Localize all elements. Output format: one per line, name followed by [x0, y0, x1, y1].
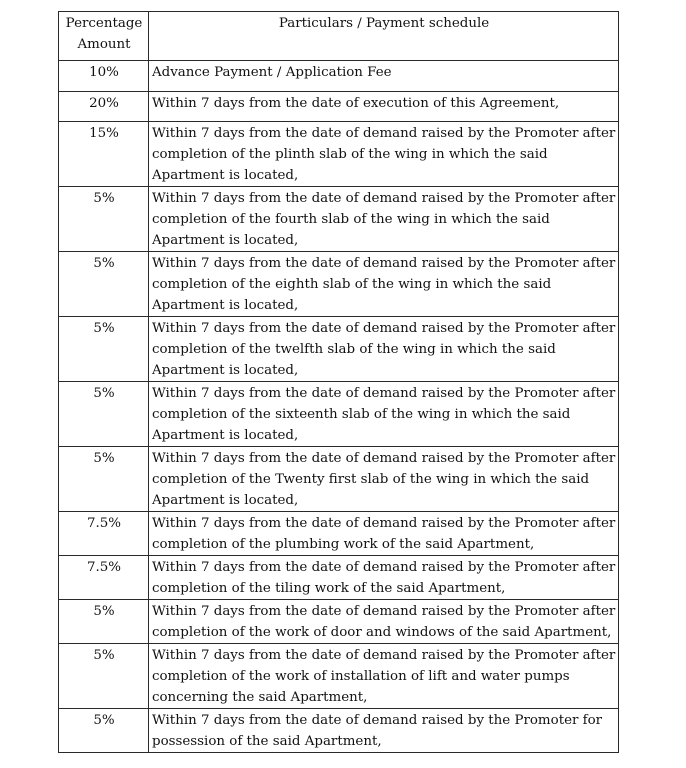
- row-percentage: 10%: [59, 61, 149, 92]
- table-row: [59, 556, 619, 600]
- table-row: [59, 61, 619, 92]
- table-row: [59, 512, 619, 556]
- payment-schedule-table: [58, 11, 619, 753]
- row-percentage: 5%: [59, 644, 149, 709]
- row-particulars: Within 7 days from the date of demand raised by the Promoter after completion of the work of installation of lift and water pumps concerning the said Apartment,: [149, 644, 619, 709]
- table-row: [59, 709, 619, 753]
- table-header-row: [59, 12, 619, 61]
- row-percentage: 5%: [59, 447, 149, 512]
- row-percentage: 5%: [59, 252, 149, 317]
- table-row: [59, 252, 619, 317]
- row-percentage: 5%: [59, 317, 149, 382]
- row-particulars: Within 7 days from the date of demand raised by the Promoter after completion of the plumbing work of the said Apartment,: [149, 512, 619, 556]
- row-percentage: 20%: [59, 92, 149, 122]
- row-particulars: Within 7 days from the date of demand raised by the Promoter after completion of the fourth slab of the wing in which the said Apartment is located,: [149, 187, 619, 252]
- table-row: [59, 600, 619, 644]
- row-particulars: Within 7 days from the date of demand raised by the Promoter after completion of the Twenty first slab of the wing in which the said Apartment is located,: [149, 447, 619, 512]
- row-particulars: Advance Payment / Application Fee: [149, 61, 619, 92]
- row-particulars: Within 7 days from the date of demand raised by the Promoter after completion of the twelfth slab of the wing in which the said Apartment is located,: [149, 317, 619, 382]
- row-percentage: 5%: [59, 187, 149, 252]
- row-particulars: Within 7 days from the date of demand raised by the Promoter after completion of the sixteenth slab of the wing in which the said Apartment is located,: [149, 382, 619, 447]
- header-percentage-amount: Percentage Amount: [59, 12, 149, 61]
- table-row: [59, 447, 619, 512]
- row-particulars: Within 7 days from the date of demand raised by the Promoter after completion of the eighth slab of the wing in which the said Apartment is located,: [149, 252, 619, 317]
- row-particulars: Within 7 days from the date of demand raised by the Promoter after completion of the work of door and windows of the said Apartment,: [149, 600, 619, 644]
- row-percentage: 5%: [59, 382, 149, 447]
- row-particulars: Within 7 days from the date of demand raised by the Promoter after completion of the tiling work of the said Apartment,: [149, 556, 619, 600]
- row-percentage: 5%: [59, 600, 149, 644]
- table-row: [59, 382, 619, 447]
- row-percentage: 7.5%: [59, 556, 149, 600]
- row-percentage: 5%: [59, 709, 149, 753]
- table-row: [59, 92, 619, 122]
- header-particulars: Particulars / Payment schedule: [149, 12, 619, 61]
- table-row: [59, 187, 619, 252]
- row-percentage: 15%: [59, 122, 149, 187]
- row-particulars: Within 7 days from the date of execution of this Agreement,: [149, 92, 619, 122]
- table-row: [59, 317, 619, 382]
- table-row: [59, 644, 619, 709]
- row-particulars: Within 7 days from the date of demand raised by the Promoter after completion of the plinth slab of the wing in which the said Apartment is located,: [149, 122, 619, 187]
- table-row: [59, 122, 619, 187]
- row-percentage: 7.5%: [59, 512, 149, 556]
- row-particulars: Within 7 days from the date of demand raised by the Promoter for possession of the said Apartment,: [149, 709, 619, 753]
